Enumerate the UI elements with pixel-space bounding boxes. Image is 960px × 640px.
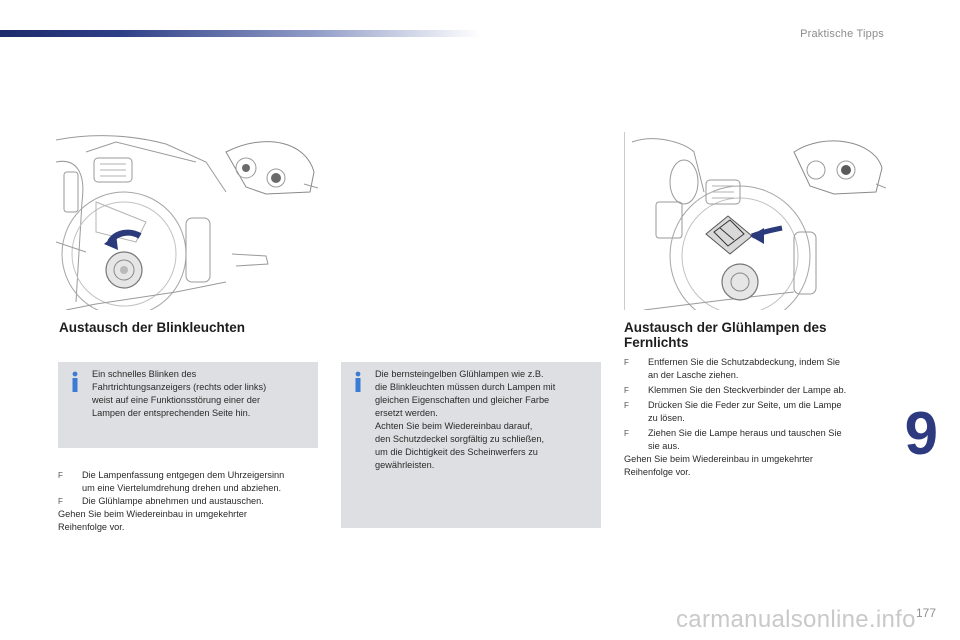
- closing-line: Reihenfolge vor.: [624, 467, 691, 477]
- left-section-heading: Austausch der Blinkleuchten: [59, 320, 246, 335]
- heading-line: Austausch der Glühlampen des: [624, 320, 827, 335]
- heading-line: Fernlichts: [624, 335, 689, 350]
- header-rule: [0, 30, 480, 37]
- info-line: Lampen der entsprechenden Seite hin.: [92, 408, 251, 418]
- closing-line: Gehen Sie beim Wiedereinbau in umgekehrter: [624, 454, 813, 464]
- step-bullet: F: [624, 401, 629, 410]
- info-line: ersetzt werden.: [375, 408, 438, 418]
- info-line: weist auf eine Funktionsstörung einer der: [92, 395, 261, 405]
- turn-signal-illustration: [56, 132, 318, 310]
- step-bullet: F: [624, 358, 629, 367]
- info-icon: [68, 371, 82, 393]
- info-line: Ein schnelles Blinken des: [92, 369, 197, 379]
- main-beam-illustration: [624, 132, 886, 310]
- step-line: Die Glühlampe abnehmen und austauschen.: [82, 496, 264, 506]
- info-box-amber-bulbs: [341, 362, 601, 528]
- left-steps: [58, 469, 328, 534]
- closing-line: Reihenfolge vor.: [58, 522, 125, 532]
- info-line: die Blinkleuchten müssen durch Lampen mit: [375, 382, 556, 392]
- step-line: sie aus.: [648, 441, 680, 451]
- watermark: carmanualsonline.info: [676, 606, 916, 633]
- step-line: Drücken Sie die Feder zur Seite, um die Lampe: [648, 400, 842, 410]
- step-bullet: F: [58, 471, 63, 480]
- info-box-flashing: [58, 362, 318, 448]
- step-bullet: F: [624, 429, 629, 438]
- step-item: [58, 469, 328, 495]
- page-number: 177: [916, 606, 937, 620]
- closing-line: Gehen Sie beim Wiedereinbau in umgekehrter: [58, 509, 247, 519]
- info-line: Achten Sie beim Wiedereinbau darauf,: [375, 421, 533, 431]
- step-line: Ziehen Sie die Lampe heraus und tauschen Sie: [648, 428, 842, 438]
- step-item: [624, 427, 894, 453]
- step-line: zu lösen.: [648, 413, 685, 423]
- step-item: [624, 356, 894, 382]
- step-bullet: F: [624, 386, 629, 395]
- info-icon: [351, 371, 365, 393]
- step-line: Die Lampenfassung entgegen dem Uhrzeigersinn: [82, 470, 285, 480]
- right-steps: [624, 356, 894, 479]
- info-line: Die bernsteingelben Glühlampen wie z.B.: [375, 369, 544, 379]
- step-line: Klemmen Sie den Steckverbinder der Lampe ab.: [648, 385, 847, 395]
- step-item: [624, 399, 894, 425]
- info-line: den Schutzdeckel sorgfältig zu schließen,: [375, 434, 545, 444]
- info-line: gleichen Eigenschaften und gleicher Farbe: [375, 395, 550, 405]
- info-line: Fahrtrichtungsanzeigers (rechts oder links): [92, 382, 267, 392]
- step-line: um eine Viertelumdrehung drehen und abziehen.: [82, 483, 282, 493]
- step-item: [624, 384, 894, 397]
- step-item: [58, 495, 328, 508]
- step-line: Entfernen Sie die Schutzabdeckung, indem Sie: [648, 357, 841, 367]
- info-line: gewährleisten.: [375, 460, 435, 470]
- chapter-number: 9: [904, 400, 938, 467]
- step-bullet: F: [58, 497, 63, 506]
- right-section-heading: [624, 320, 827, 350]
- step-line: an der Lasche ziehen.: [648, 370, 739, 380]
- info-line: um die Dichtigkeit des Scheinwerfers zu: [375, 447, 538, 457]
- section-title: Praktische Tipps: [800, 28, 884, 40]
